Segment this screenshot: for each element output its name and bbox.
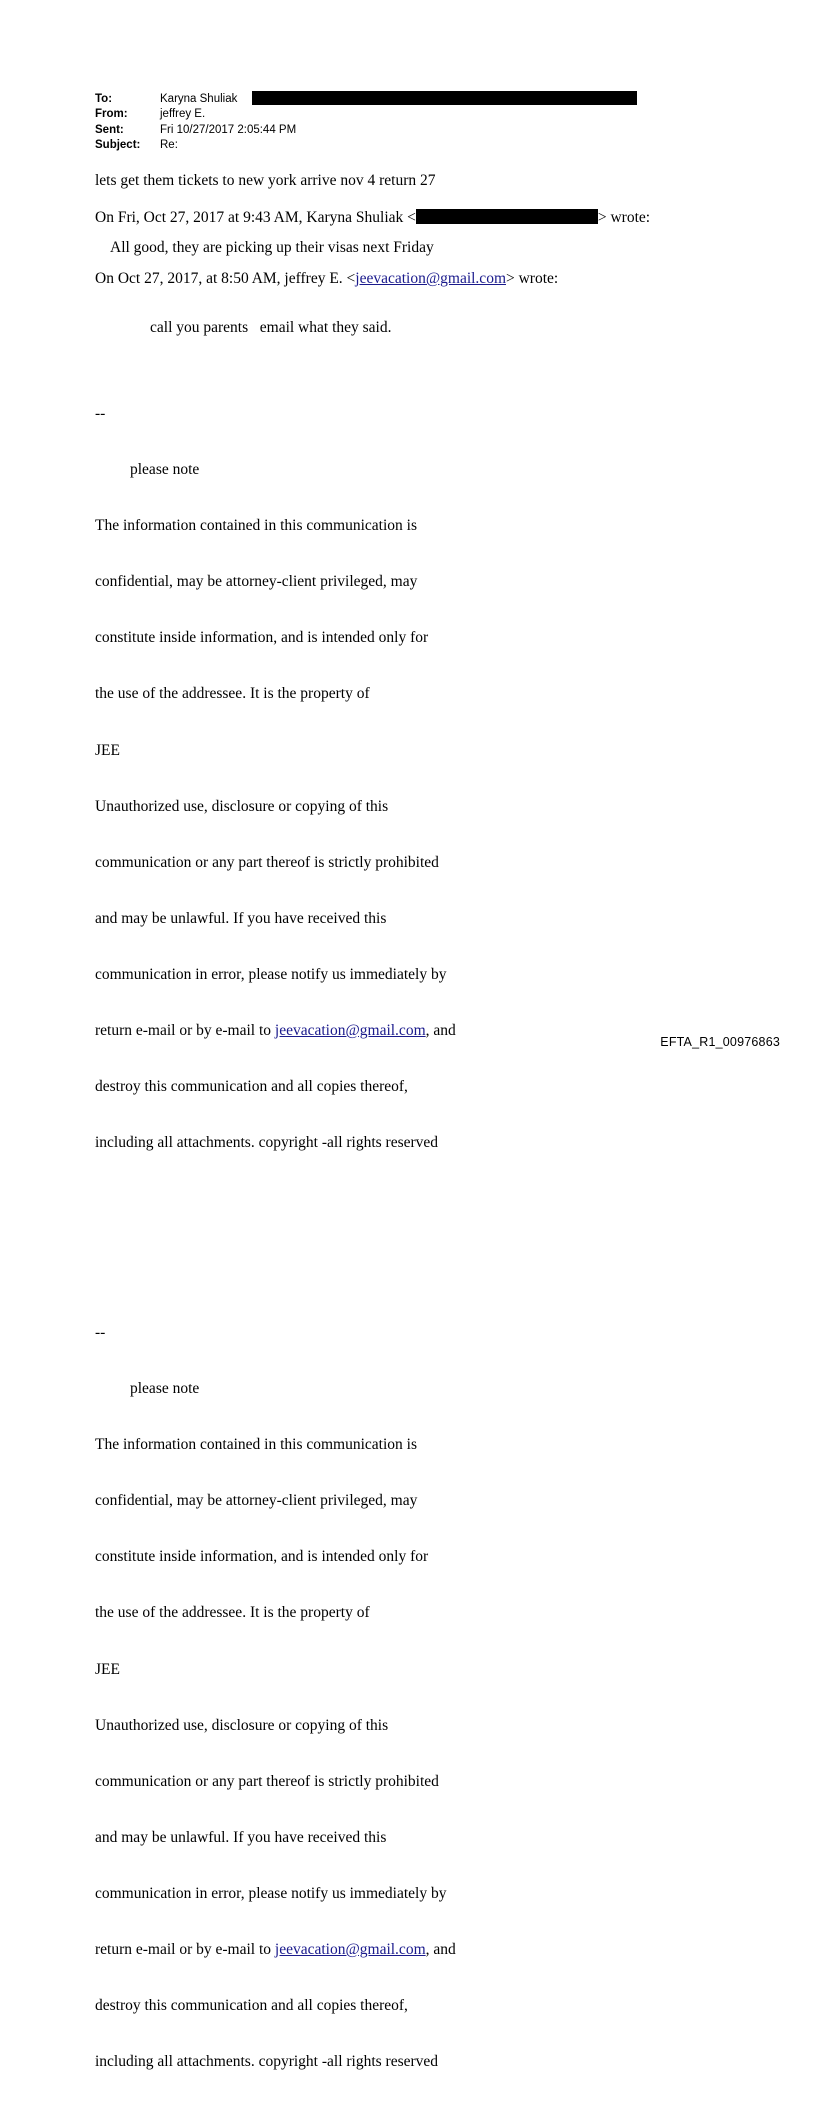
quote-2-suffix: > wrote:: [506, 270, 559, 288]
quote-2-prefix: On Oct 27, 2017, at 8:50 AM, jeffrey E. <: [95, 270, 356, 288]
quote-attribution-1: [95, 209, 735, 228]
quote-1-prefix: On Fri, Oct 27, 2017 at 9:43 AM, Karyna Shuliak <: [95, 208, 416, 226]
signature-line-3: constitute inside information, and is intended only for: [95, 629, 429, 647]
quote-attribution-2: [95, 270, 735, 289]
signature-line-12: including all attachments. copyright -all rights reserved: [95, 2053, 439, 2071]
signature-line-4: the use of the addressee. It is the property of: [95, 685, 370, 703]
signature-line-1: The information contained in this communication is: [95, 1436, 417, 1454]
signature-line-9: [95, 966, 735, 985]
header-row-sent: [95, 123, 655, 138]
signature-line-5: JEE: [95, 1660, 120, 1678]
signature-dashes: --: [95, 404, 106, 422]
signature-line-9-text: communication in error, please notify us immediately by: [95, 966, 447, 984]
signature-line-10: [95, 1022, 735, 1041]
from-label: From:: [95, 108, 128, 121]
signature-line-11: destroy this communication and all copies thereof,: [95, 1997, 408, 2015]
redaction-bar-email: [416, 209, 598, 224]
signature-line-3: constitute inside information, and is intended only for: [95, 1548, 429, 1566]
email-link-signature-2[interactable]: jeevacation@gmail.com: [274, 1941, 426, 1959]
signature-line-10-suffix: , and: [425, 1941, 456, 1959]
signature-line-2: confidential, may be attorney-client privileged, may: [95, 1492, 418, 1510]
spacer: [95, 258, 735, 270]
signature-line-2: confidential, may be attorney-client privileged, may: [95, 573, 418, 591]
header-row-to: [95, 92, 655, 107]
header-row-from: [95, 107, 655, 122]
spacer: [95, 191, 735, 209]
message-line-1: lets get them tickets to new york arrive nov 4 return 27: [95, 172, 436, 189]
quote-text-2: call you parents email what they said.: [150, 318, 392, 336]
signature-line-7: communication or any part thereof is strictly prohibited: [95, 1772, 439, 1790]
spacer: [95, 289, 735, 319]
signature-line-10-suffix: , and: [425, 1022, 456, 1040]
signature-line-8: and may be unlawful. If you have received this: [95, 909, 387, 927]
redaction-bar-to: [252, 91, 637, 105]
email-body: [95, 172, 735, 2109]
signature-line-12: including all attachments. copyright -all rights reserved: [95, 1134, 439, 1152]
spacer: [95, 227, 735, 239]
signature-line-4: the use of the addressee. It is the property of: [95, 1604, 370, 1622]
signature-please-note: please note: [130, 1379, 200, 1397]
header-row-subject: [95, 138, 655, 153]
email-header: [95, 92, 655, 153]
quote-1-suffix: > wrote:: [597, 208, 651, 226]
signature-line-9: communication in error, please notify us immediately by: [95, 1884, 447, 1902]
sent-value: Fri 10/27/2017 2:05:44 PM: [160, 123, 297, 136]
signature-line-1: The information contained in this communication is: [95, 517, 417, 535]
signature-dashes: --: [95, 1323, 106, 1341]
spacer: [95, 1190, 735, 1238]
spacer: [95, 338, 735, 368]
spacer: [95, 1238, 735, 1286]
signature-line-10-prefix: return e-mail or by e-mail to: [95, 1941, 275, 1959]
subject-value: Re:: [160, 138, 178, 151]
email-link-quote-2[interactable]: jeevacation@gmail.com: [355, 270, 506, 288]
subject-label: Subject:: [95, 138, 141, 151]
signature-line-6: Unauthorized use, disclosure or copying of this: [95, 797, 389, 815]
sent-label: Sent:: [95, 123, 124, 136]
signature-line-8: and may be unlawful. If you have received this: [95, 1828, 387, 1846]
bates-stamp: EFTA_R1_00976863: [660, 1035, 780, 1049]
quote-text-1: All good, they are picking up their visas next Friday: [110, 239, 434, 257]
signature-please-note: please note: [130, 461, 200, 479]
signature-line-11: destroy this communication and all copies thereof,: [95, 1078, 408, 1096]
signature-line-5: JEE: [95, 741, 120, 759]
from-value: jeffrey E.: [160, 108, 206, 121]
email-link-signature-1[interactable]: jeevacation@gmail.com: [274, 1022, 426, 1040]
signature-line-7: communication or any part thereof is strictly prohibited: [95, 853, 439, 871]
signature-line-10-prefix: return e-mail or by e-mail to: [95, 1022, 275, 1040]
signature-line-10: [95, 1941, 735, 1960]
signature-block-2: [95, 1286, 735, 2109]
signature-line-6: Unauthorized use, disclosure or copying of this: [95, 1716, 389, 1734]
to-label: To:: [95, 93, 113, 105]
to-value: Karyna Shuliak: [160, 93, 238, 105]
signature-block-1: [95, 368, 735, 1191]
